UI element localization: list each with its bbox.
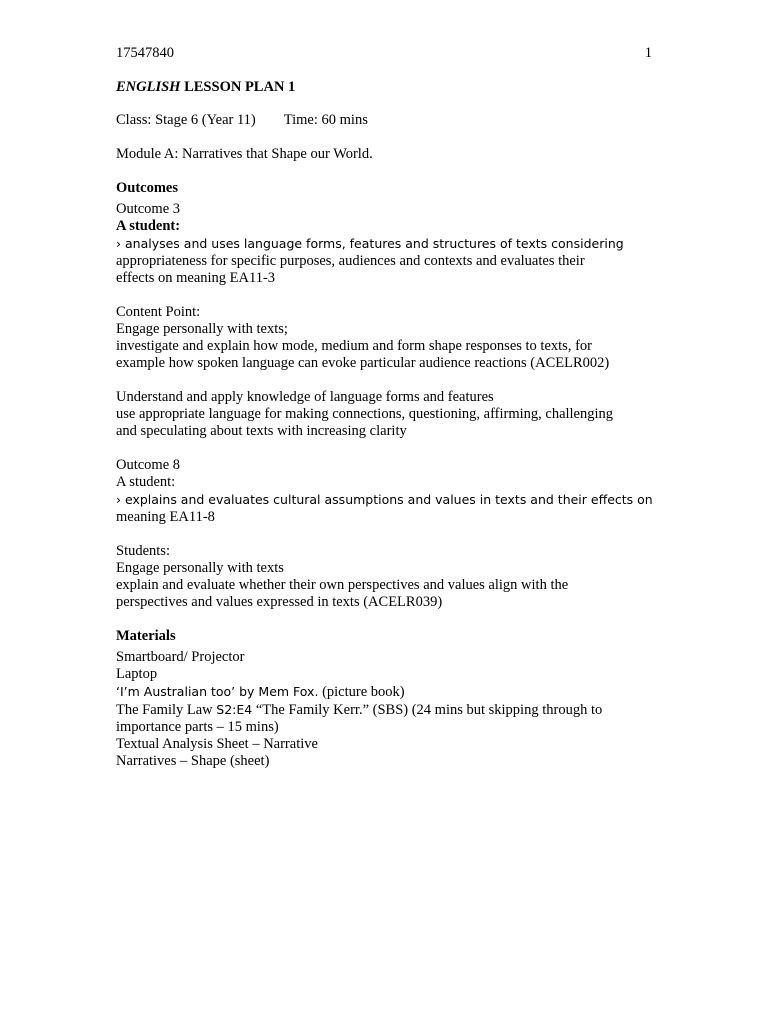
page-number: 1 [644,45,652,61]
understand-line-1: Understand and apply knowledge of language forms and features [116,389,494,405]
outcome-3-section [116,180,656,287]
content-point-label: Content Point: [116,304,201,320]
materials-section [116,628,656,770]
understand-line-2: use appropriate language for making connections, questioning, affirming, challenging [116,406,614,422]
students-label: Students: [116,543,170,559]
materials-heading: Materials [116,628,176,644]
document-id: 17547840 [116,45,174,61]
students-line-2: explain and evaluate whether their own perspectives and values align with the [116,577,569,593]
lesson-title-rest: LESSON PLAN 1 [180,79,296,95]
outcome-8-cont-1: meaning EA11-8 [116,509,215,525]
module-line: Module A: Narratives that Shape our World. [116,146,373,162]
outcome-3-label: Outcome 3 [116,201,181,217]
lesson-title [116,78,656,96]
students-line-3: perspectives and values expressed in texts (ACELR039) [116,594,443,610]
material-note: (picture book) [318,684,405,700]
material-item-cont: importance parts – 15 mins) [116,719,279,735]
outcome-3-text: analyses and uses language forms, features and structures of texts considering [124,236,624,251]
material-item: Laptop [116,666,158,682]
running-header [116,43,652,63]
outcome-8-text: explains and evaluates cultural assumptions and values in texts and their effects on [124,492,653,507]
outcome-8-label: Outcome 8 [116,457,181,473]
outcome-3-student: A student: [116,218,181,234]
material-note: (SBS) (24 mins but skipping through to [369,702,603,718]
content-point-line-2: investigate and explain how mode, medium and form shape responses to texts, for [116,338,592,354]
content-point-line-1: Engage personally with texts; [116,321,288,337]
time-label: Time: 60 mins [283,112,368,128]
material-item [116,683,656,701]
content-point-line-3: example how spoken language can evoke particular audience reactions (ACELR002) [116,355,610,371]
outcome-8-student: A student: [116,474,176,490]
understand-section [116,389,656,440]
material-title: The Family Law [116,702,217,718]
content-point-section [116,304,656,372]
outcome-8-bullet [116,491,656,509]
material-item: Textual Analysis Sheet – Narrative [116,736,318,752]
material-item: Narratives – Shape (sheet) [116,753,270,769]
material-episode-title: “The Family Kerr.” [252,702,369,718]
bullet-marker: › [116,236,125,251]
class-label: Class: Stage 6 (Year 11) [116,112,256,128]
outcomes-heading: Outcomes [116,180,179,196]
material-episode: S2:E4 [216,702,253,717]
class-info [116,112,656,129]
material-item [116,701,656,719]
students-line-1: Engage personally with texts [116,560,284,576]
lesson-title-subject: ENGLISH [116,79,181,95]
material-title: ‘I’m Australian too’ by Mem Fox. [116,684,319,699]
students-section [116,543,656,611]
outcome-8-section [116,457,656,526]
document-body [116,78,656,770]
material-item: Smartboard/ Projector [116,649,245,665]
understand-line-3: and speculating about texts with increasing clarity [116,423,407,439]
outcome-3-cont-2: effects on meaning EA11-3 [116,270,276,286]
bullet-marker: › [116,492,125,507]
outcome-3-bullet [116,235,656,253]
outcome-3-cont-1: appropriateness for specific purposes, audiences and contexts and evaluates their [116,253,585,269]
